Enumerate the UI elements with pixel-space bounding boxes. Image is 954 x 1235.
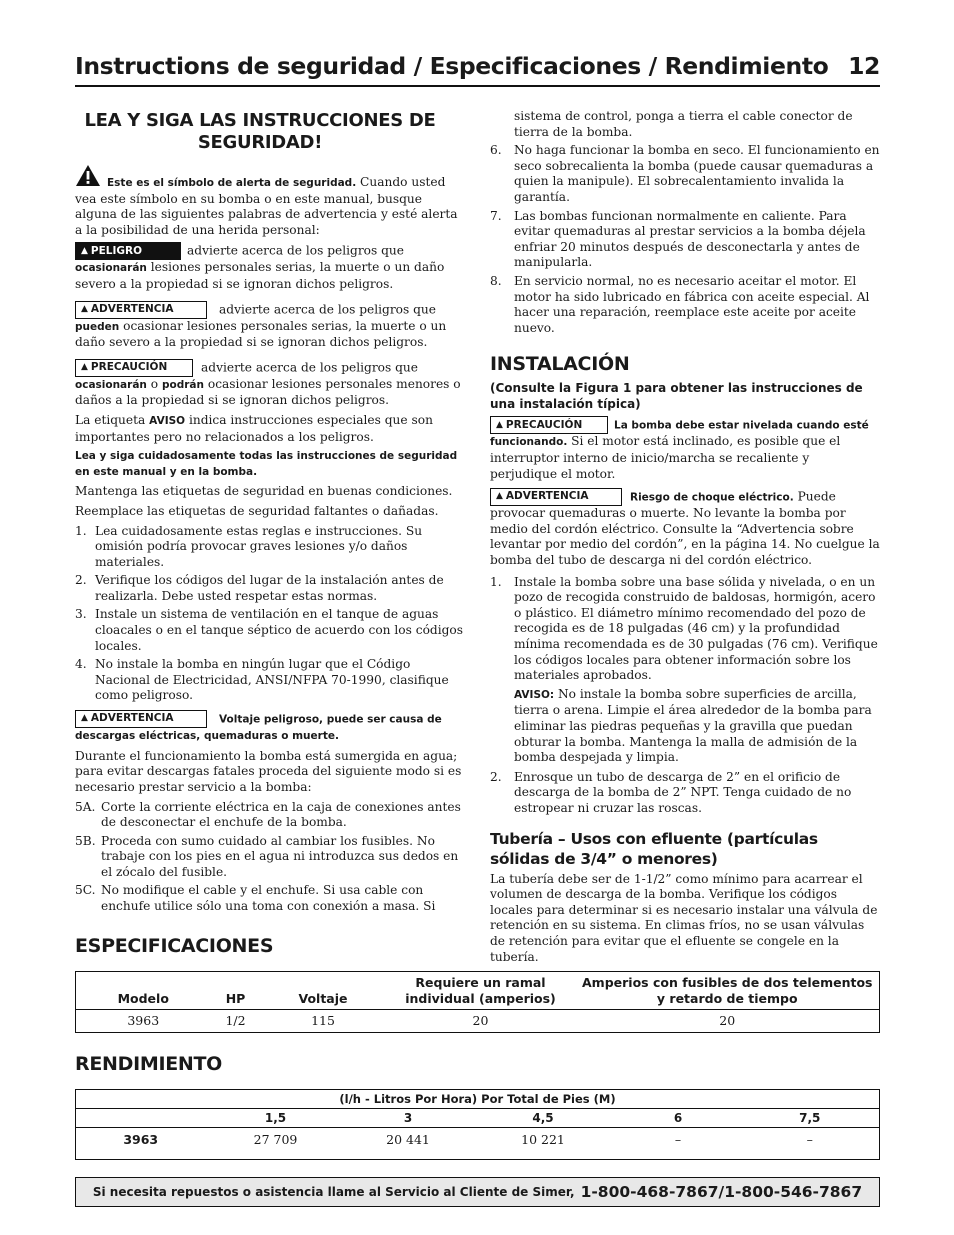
page-title	[75, 52, 880, 80]
list-item-number: 8.	[490, 273, 502, 288]
list-item	[75, 883, 465, 914]
peligro-badge	[75, 242, 181, 260]
badge-warning-icon: ▲	[496, 419, 503, 430]
list-item-text: Verifique los códigos del lugar de la instalación antes de realizarla. Debe usted respetar estas normas.	[95, 573, 444, 603]
list-item-continuation	[490, 109, 880, 140]
table-cell: 20	[719, 1013, 736, 1028]
list-item-number: 5B.	[75, 833, 96, 848]
precaucion-paragraph	[75, 359, 465, 409]
list-item-text: No haga funcionar la bomba en seco. El funcionamiento en seco sobrecalienta la bomba (puede causar quemaduras a quien la manipule). El sobrecalentamiento invalida la garantía.	[514, 143, 880, 204]
piping-heading: Tubería – Usos con efluente (partículas sólidas de 3/4” o menores)	[490, 829, 818, 868]
table-cell: 20	[472, 1013, 489, 1028]
list-item-text: Las bombas funcionan normalmente en caliente. Para evitar quemaduras al prestar servicios a la bomba déjela enfriar 20 minutos después de desconectarla y antes de manipularla.	[514, 208, 866, 270]
advertencia-voltage-paragraph	[75, 710, 465, 745]
page-number: 12	[848, 52, 880, 80]
list-item-text: No instale la bomba en ningún lugar que el Código Nacional de Electricidad, ANSI/NFPA 70-1990, clasifique como peligroso.	[95, 657, 449, 703]
installation-heading: INSTALACIÓN	[490, 353, 630, 376]
list-item-text: Proceda con sumo cuidado al cambiar los fusibles. No trabaje con los pies en el agua ni introduzca sus dedos en el zócalo del fusible.	[101, 833, 459, 879]
advertencia-paragraph	[75, 301, 465, 351]
advertencia-text: advierte acerca de los peligros que	[219, 302, 436, 317]
symbol-bold-text: Este es el símbolo de alerta de seguridad.	[107, 177, 357, 189]
table-row	[76, 1010, 880, 1033]
peligro-text: advierte acerca de los peligros que	[187, 243, 404, 258]
list-item	[75, 800, 465, 831]
keep-labels-text: Mantenga las etiquetas de seguridad en buenas condiciones.	[75, 484, 453, 499]
table-header: 4,5	[471, 1109, 616, 1128]
list-item	[490, 770, 880, 817]
piping-text: La tubería debe ser de 1-1/2” como mínimo para acarrear el volumen de descarga de la bomba. Verifique los códigos locales para determinar si es necesario instalar una válvula de retención en su sistema. En climas fríos, no se usan válvulas de retención para evitar que el efluente se congele en la tubería.	[490, 871, 878, 964]
table-cell: –	[806, 1132, 813, 1147]
advertencia-text-2: ocasionar lesiones personales serias, la muerte o un daño severo a la propiedad si se ignoran dichos peligros.	[75, 318, 447, 350]
page-title-text: Instructions de seguridad / Especificaciones / Rendimiento	[75, 52, 829, 80]
badge-warning-icon: ▲	[81, 361, 88, 372]
installation-precaucion-bold: La bomba debe estar nivelada cuando esté funcionando.	[490, 419, 869, 449]
installation-precaucion-badge-label: PRECAUCIÓN	[505, 418, 583, 431]
installation-precaucion-badge	[490, 416, 608, 434]
badge-warning-icon: ▲	[81, 245, 88, 256]
table-header: Modelo	[76, 972, 211, 1010]
installation-advertencia-bold: Riesgo de choque eléctrico.	[630, 491, 794, 504]
precaucion-text-3: ocasionar lesiones personales menores o daños a la propiedad si se ignoran dichos peligros.	[75, 376, 461, 408]
performance-table	[75, 1089, 880, 1160]
badge-warning-icon: ▲	[81, 303, 88, 314]
installation-aviso-text: No instale la bomba sobre superficies de arcilla, tierra o arena. Limpie el área alrededor de la bomba para eliminar las piedras pequeñas y la gravilla que puedan obturar la bomba. Mantenga la malla de admisión de la bomba despejada y limpia.	[514, 686, 872, 765]
precaucion-badge	[75, 359, 193, 377]
performance-heading: RENDIMIENTO	[75, 1053, 223, 1075]
list-item	[490, 143, 880, 205]
list-item	[75, 657, 465, 704]
footer-support-box	[75, 1177, 880, 1207]
precaucion-text: advierte acerca de los peligros que	[201, 360, 418, 375]
table-cell: 3963	[127, 1013, 160, 1028]
footer-text: Si necesita repuestos o asistencia llame al Servicio al Cliente de Simer,	[92, 1185, 575, 1199]
table-header: Voltaje	[261, 972, 386, 1010]
list-item-text: Corte la corriente eléctrica en la caja de conexiones antes de desconectar el enchufe de la bomba.	[101, 799, 461, 830]
table-header: Requiere un ramal individual (amperios)	[386, 972, 576, 1010]
aviso-bold: AVISO	[149, 414, 186, 427]
badge-warning-icon: ▲	[81, 713, 88, 724]
precaucion-bold-2: podrán	[161, 378, 204, 391]
table-row	[76, 1128, 880, 1160]
list-item	[75, 524, 465, 571]
precaucion-bold-1: ocasionarán	[75, 378, 147, 391]
list-item	[490, 209, 880, 271]
symbol-text: Cuando usted vea este símbolo en su bomba o en este manual, busque alguna de las siguientes palabras de advertencia y esté alerta a la posibilidad de una herida personal:	[75, 175, 458, 237]
footer-phone: 1-800-468-7867/1-800-546-7867	[580, 1183, 863, 1201]
table-header: 3	[346, 1109, 471, 1128]
table-header-row	[76, 1109, 880, 1128]
list-item-number: 1.	[490, 574, 502, 589]
specifications-heading: ESPECIFICACIONES	[75, 935, 274, 957]
installation-advertencia-paragraph	[490, 488, 880, 568]
list-item-number: 5A.	[75, 799, 96, 814]
specifications-table	[75, 971, 880, 1033]
list-item	[75, 573, 465, 604]
table-cell: 1/2	[225, 1013, 246, 1028]
badge-warning-icon: ▲	[496, 491, 503, 502]
read-instructions-bold: Lea y siga cuidadosamente todas las instrucciones de seguridad en este manual y en la bomba.	[75, 450, 458, 478]
precaucion-text-2: o	[146, 376, 162, 391]
list-item-number: 2.	[75, 573, 87, 588]
list-item	[490, 274, 880, 336]
installation-advertencia-text: Puede provocar quemaduras o muerte. No levante la bomba por medio del cordón eléctrico. Consulte la “Advertencia sobre levantar por medio del cordón”, en la página 14. No cuelgue la bomba del tubo de descarga ni del cordón eléctrico.	[490, 489, 880, 568]
aviso-text-2: indica instrucciones especiales que son importantes pero no relacionados a los peligros.	[75, 412, 433, 444]
aviso-paragraph	[75, 413, 465, 445]
installation-advertencia-badge	[490, 488, 622, 506]
installation-subheading: (Consulte la Figura 1 para obtener las instrucciones de una instalación típica)	[490, 381, 863, 412]
list-item	[75, 607, 465, 654]
table-cell: 115	[311, 1013, 335, 1028]
table-cell: 27 709	[253, 1132, 298, 1147]
installation-precaucion-text: Si el motor está inclinado, es posible que el interruptor interno de inicio/marcha se recaliente y perjudique el motor.	[490, 434, 841, 481]
list-item-text: Instale un sistema de ventilación en el tanque de aguas cloacales o en el tanque séptico de acuerdo con los códigos locales.	[95, 607, 464, 653]
installation-precaucion-paragraph	[490, 416, 880, 482]
peligro-bold: ocasionarán	[75, 262, 147, 275]
installation-aviso-paragraph	[490, 687, 880, 766]
right-column	[490, 108, 880, 969]
list-item-text: No modifique el cable y el enchufe. Si usa cable con enchufe utilice sólo una toma con conexión a masa. Si	[101, 883, 436, 914]
replace-labels-text: Reemplace las etiquetas de seguridad faltantes o dañadas.	[75, 503, 439, 518]
table-header	[76, 1109, 206, 1128]
advertencia-badge-label: ADVERTENCIA	[90, 302, 174, 315]
aviso-text: La etiqueta	[75, 412, 150, 427]
operation-text: Durante el funcionamiento la bomba está sumergida en agua; para evitar descargas fatales proceda del siguiente modo si es necesario prestar servicio a la bomba:	[75, 748, 462, 794]
left-column	[75, 110, 465, 917]
table-cell: 3963	[123, 1132, 159, 1147]
list-item-text: sistema de control, ponga a tierra el cable conector de tierra de la bomba.	[514, 109, 853, 139]
advertencia-badge	[75, 301, 207, 319]
table-caption: (l/h - Litros Por Hora) Por Total de Pies (M)	[76, 1090, 880, 1109]
table-header: 1,5	[206, 1109, 346, 1128]
table-header: Amperios con fusibles de dos telementos y retardo de tiempo	[576, 972, 880, 1010]
list-item-number: 5C.	[75, 883, 96, 898]
list-item-text: Enrosque un tubo de descarga de 2” en el orificio de descarga de la bomba de 2” NPT. Tenga cuidado de no estropear ni cruzar las roscas.	[514, 769, 852, 815]
table-header: 7,5	[741, 1109, 880, 1128]
title-rule	[75, 85, 880, 87]
table-cell: 10 221	[521, 1132, 565, 1147]
warning-triangle-icon	[75, 164, 101, 192]
installation-aviso-bold: AVISO:	[514, 688, 555, 701]
peligro-badge-label: PELIGRO	[90, 244, 143, 257]
list-item-text: En servicio normal, no es necesario aceitar el motor. El motor ha sido lubricado en fábrica con aceite especial. Al hacer una reparación, reemplace este aceite por aceite nuevo.	[514, 273, 870, 335]
list-item-number: 6.	[490, 143, 502, 158]
list-item-number: 1.	[75, 523, 87, 538]
table-header: 6	[616, 1109, 741, 1128]
table-caption-row	[76, 1090, 880, 1109]
peligro-text-2: lesiones personales serias, la muerte o un daño severo a la propiedad si se ignoran dichos peligros.	[75, 260, 445, 291]
list-item-number: 7.	[490, 208, 502, 223]
advertencia-voltage-bold: Voltaje peligroso, puede ser causa de descargas eléctricas, quemaduras o muerte.	[75, 713, 442, 743]
precaucion-badge-label: PRECAUCIÓN	[90, 360, 168, 373]
advertencia-voltage-badge-label: ADVERTENCIA	[90, 712, 174, 725]
table-header: HP	[211, 972, 261, 1010]
peligro-paragraph	[75, 242, 465, 292]
list-item	[75, 834, 465, 881]
table-cell: 20 441	[386, 1132, 430, 1147]
list-item-number: 2.	[490, 769, 502, 784]
list-item-number: 4.	[75, 657, 87, 672]
list-item-text: Lea cuidadosamente estas reglas e instrucciones. Su omisión podría provocar graves lesiones y/o daños materiales.	[95, 523, 423, 569]
table-header-row	[76, 972, 880, 1010]
safety-heading: LEA Y SIGA LAS INSTRUCCIONES DE SEGURIDAD!	[84, 110, 436, 153]
list-item-number: 3.	[75, 607, 87, 622]
advertencia-bold: pueden	[75, 320, 120, 333]
safety-symbol-paragraph	[75, 164, 465, 238]
installation-advertencia-badge-label: ADVERTENCIA	[505, 490, 589, 503]
table-cell: –	[674, 1132, 682, 1147]
list-item	[490, 575, 880, 684]
advertencia-voltage-badge	[75, 710, 207, 728]
list-item-text: Instale la bomba sobre una base sólida y nivelada, o en un pozo de recogida construido de baldosas, hormigón, acero o plástico. El diámetro mínimo recomendado del pozo de recogida es de 18 pulgadas (46 cm) y la profundidad mínima recomendada es de 30 pulgadas (76 cm). Verifique los códigos locales para obtener información sobre los materiales aprobados.	[514, 574, 878, 683]
